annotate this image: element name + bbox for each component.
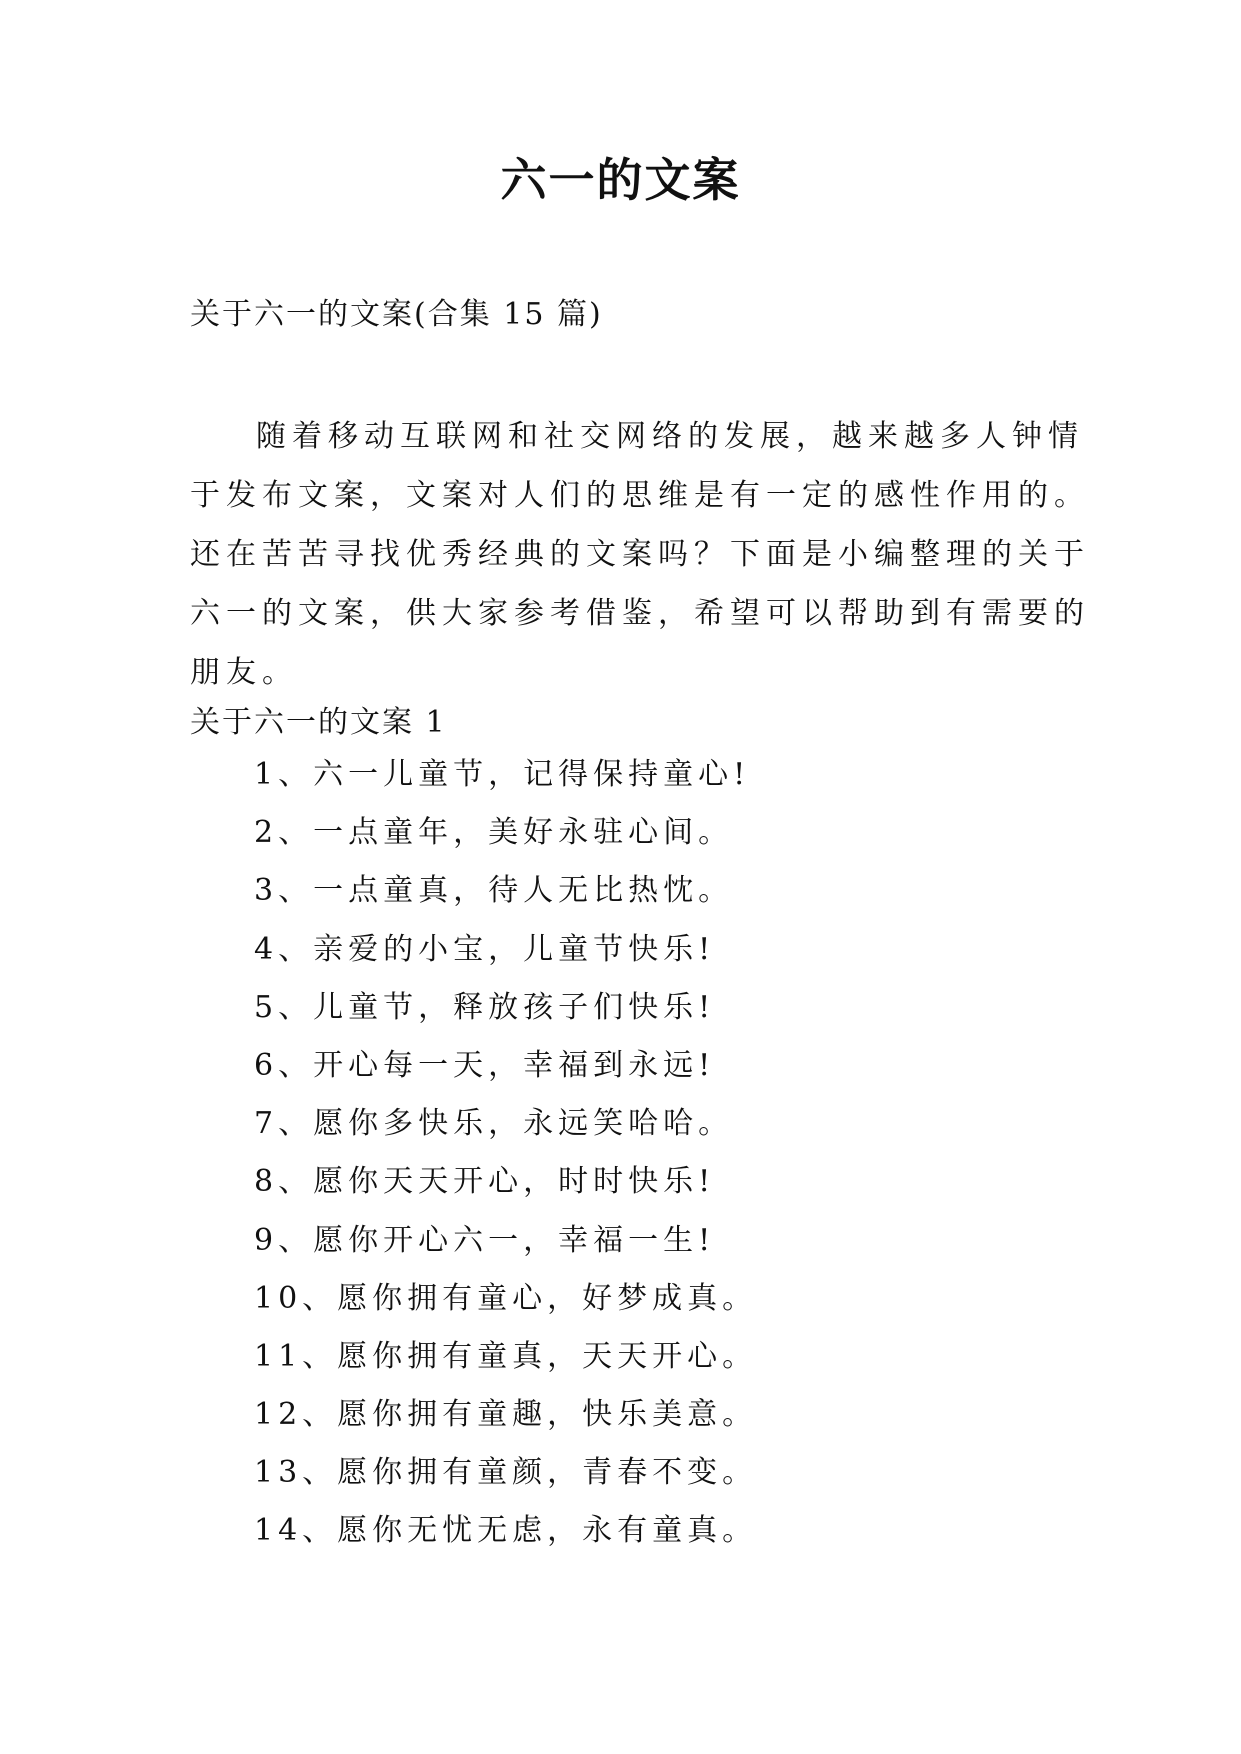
list-item: 8、愿你天天开心，时时快乐! <box>254 1164 716 1200</box>
list-item: 14、愿你无忧无虑，永有童真。 <box>254 1513 758 1549</box>
list-item: 10、愿你拥有童心，好梦成真。 <box>254 1280 758 1316</box>
list-item: 3、一点童真，待人无比热忱。 <box>254 873 734 909</box>
document-subtitle: 关于六一的文案(合集 15 篇) <box>190 297 603 332</box>
list-item: 13、愿你拥有童颜，青春不变。 <box>254 1455 758 1491</box>
list-item: 2、一点童年，美好永驻心间。 <box>254 815 734 851</box>
list-item: 11、愿你拥有童真，天天开心。 <box>254 1338 758 1374</box>
list-item: 5、儿童节，释放孩子们快乐! <box>254 989 716 1025</box>
intro-paragraph: 随着移动互联网和社交网络的发展，越来越多人钟情于发布文案，文案对人们的思维是有一定的感性作用的。还在苦苦寻找优秀经典的文案吗？下面是小编整理的关于六一的文案，供大家参考借鉴，希望可以帮助到有需要的朋友。 <box>190 419 1090 690</box>
page-title: 六一的文案 <box>500 153 741 207</box>
list-item: 1、六一儿童节，记得保持童心! <box>254 757 751 792</box>
list-item: 4、亲爱的小宝，儿童节快乐! <box>254 931 716 967</box>
list-item: 7、愿你多快乐，永远笑哈哈。 <box>254 1106 734 1142</box>
copy-list <box>254 755 757 1570</box>
section-heading: 关于六一的文案 1 <box>190 705 447 740</box>
list-item: 6、开心每一天，幸福到永远! <box>254 1047 716 1083</box>
list-item: 12、愿你拥有童趣，快乐美意。 <box>254 1397 758 1433</box>
list-item: 9、愿你开心六一，幸福一生! <box>254 1222 716 1258</box>
